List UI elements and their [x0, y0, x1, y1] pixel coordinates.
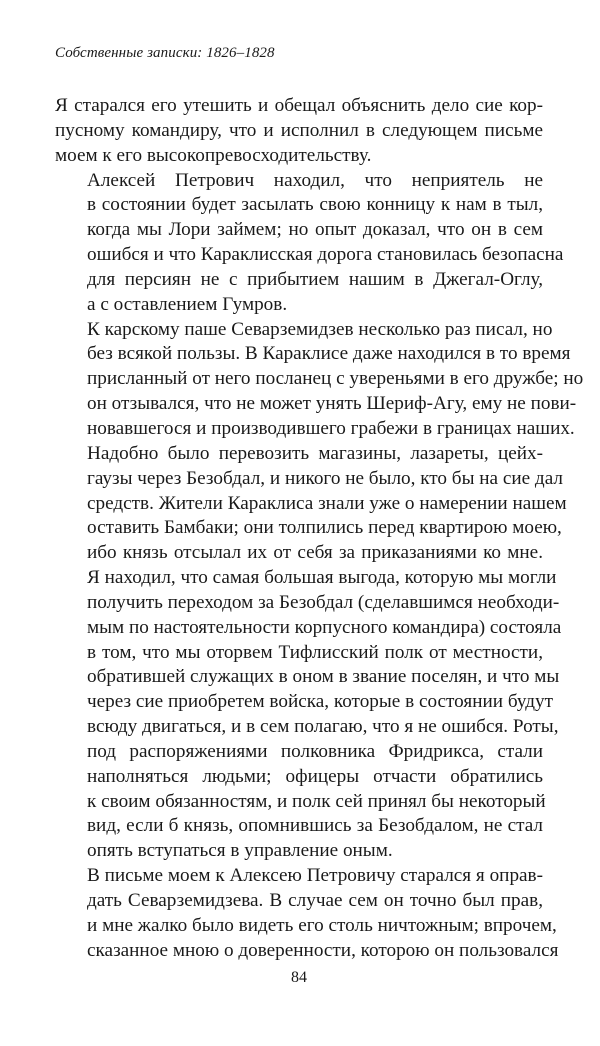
text-line: для персиян не с прибытием нашим в Джегал-Оглу, — [87, 268, 543, 290]
paragraph — [55, 864, 559, 963]
text-line: получить переходом за Безобдал (сделавшимся необходи- — [87, 591, 560, 613]
text-line: в состоянии будет засылать свою конницу к нам в тыл, — [87, 194, 543, 216]
text-line: без всякой пользы. В Караклисе даже находился в то время — [87, 343, 571, 365]
paragraph — [55, 94, 543, 169]
paragraph — [55, 318, 584, 442]
text-line: когда мы Лори займем; но опыт доказал, что он в сем — [87, 219, 543, 241]
text-line: пусному командиру, что и исполнил в следующем письме — [55, 119, 543, 141]
text-line: под распоряжениями полковника Фридрикса, стали — [87, 740, 543, 762]
text-line: а с оставлением Гумров. — [87, 293, 288, 315]
text-line: он отзывался, что не может унять Шериф-Агу, ему не пови- — [87, 393, 577, 415]
body-text — [55, 94, 584, 964]
text-line: в том, что мы оторвем Тифлисский полк от местности, — [87, 641, 543, 663]
text-line: Надобно было перевозить магазины, лазареты, цейх- — [87, 442, 543, 464]
running-title: Собственные записки: 1826–1828 — [55, 45, 275, 61]
text-line: новавшегося и производившего грабежи в границах наших. — [87, 417, 575, 439]
text-line: Алексей Петрович находил, что неприятель не — [87, 169, 543, 191]
paragraph — [55, 169, 564, 318]
text-line: всюду двигаться, и в сем полагаю, что я не ошибся. Роты, — [87, 716, 559, 738]
text-line: Я находил, что самая большая выгода, которую мы могли — [87, 567, 557, 589]
text-line: В письме моем к Алексею Петровичу старался я оправ- — [87, 865, 543, 887]
text-line: дать Севарземидзева. В случае сем он точно был прав, — [87, 890, 543, 911]
text-line: гаузы через Безобдал, и никого не было, кто бы на сие дал — [87, 467, 563, 489]
text-line: к своим обязанностям, и полк сей принял бы некоторый — [87, 790, 546, 812]
page-number: 84 — [291, 969, 307, 986]
text-line: наполняться людьми; офицеры отчасти обратились — [87, 765, 543, 787]
paragraph — [55, 442, 567, 864]
text-line: моем к его высокопревосходительству. — [55, 144, 372, 166]
text-line: вид, если б князь, опомнившись за Безобдалом, не стал — [87, 815, 543, 837]
text-line: К карскому паше Севарземидзев несколько раз писал, но — [87, 318, 553, 340]
text-line: мым по настоятельности корпусного командира) состояла — [87, 616, 562, 638]
text-line: оставить Бамбаки; они толпились перед квартирою моею, — [87, 517, 562, 539]
text-line: и мне жалко было видеть его столь ничтожным; впрочем, — [87, 914, 557, 936]
text-line: средств. Жители Караклиса знали уже о намерении нашем — [87, 492, 567, 514]
text-line: сказанное мною о доверенности, которою он пользовался — [87, 939, 559, 961]
text-line: обратившей служащих в оном в звание поселян, и что мы — [87, 666, 560, 688]
text-line: через сие приобретем войска, которые в состоянии будут — [87, 691, 553, 713]
text-line: ибо князь отсылал их от себя за приказаниями ко мне. — [87, 542, 543, 564]
text-line: присланный от него посланец с увереньями в его дружбе; но — [87, 368, 584, 390]
text-line: опять вступаться в управление оным. — [87, 840, 393, 862]
text-line: Я старался его утешить и обещал объяснить дело сие кор- — [55, 95, 543, 116]
text-line: ошибся и что Караклисская дорога становилась безопасна — [87, 244, 564, 266]
